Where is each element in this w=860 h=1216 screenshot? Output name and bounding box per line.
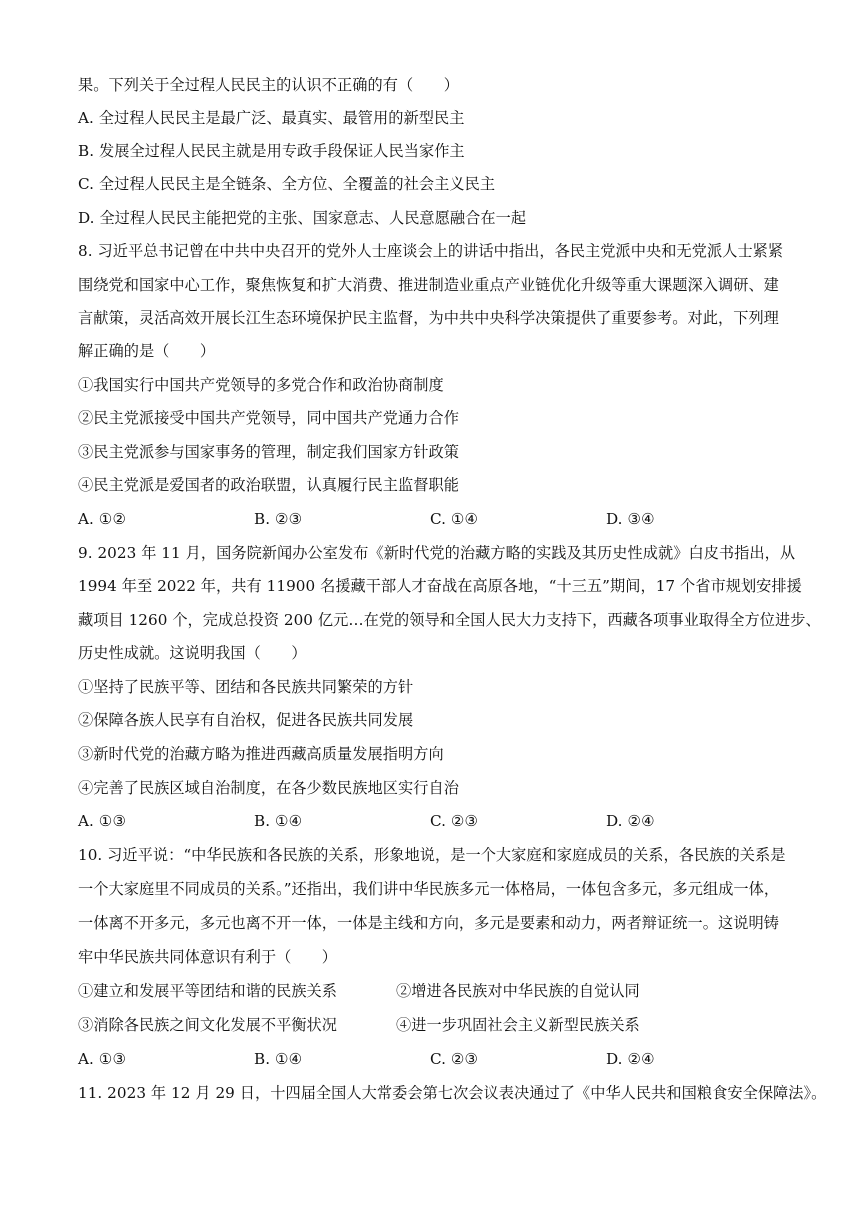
q9-choice-c: C. ②③ (430, 812, 479, 830)
q10-choice-a: A. ①③ (78, 1050, 127, 1068)
q7-option-a: A. 全过程人民民主是最广泛、最真实、最管用的新型民主 (78, 109, 465, 127)
q10-statement-4: ④进一步巩固社会主义新型民族关系 (396, 1016, 640, 1034)
q7-option-d: D. 全过程人民民主能把党的主张、国家意志、人民意愿融合在一起 (78, 209, 527, 227)
q10-stem-line-3: 一体离不开多元，多元也离不开一体，一体是主线和方向，多元是要素和动力，两者辩证统一。这说明铸 (78, 914, 779, 932)
q10-stem-line-2: 一个大家庭里不同成员的关系。”还指出，我们讲中华民族多元一体格局，一体包含多元，多元组成一体， (78, 880, 780, 898)
q10-choice-c: C. ②③ (430, 1050, 479, 1068)
q8-stem-line-3: 言献策，灵活高效开展长江生态环境保护民主监督，为中共中央科学决策提供了重要参考。对此，下列理 (78, 309, 779, 327)
q9-statement-2: ②保障各族人民享有自治权，促进各民族共同发展 (78, 711, 414, 729)
q9-stem-line-2: 1994 年至 2022 年，共有 11900 名援藏干部人才奋战在高原各地，“十三五”期间，17 个省市规划安排援 (78, 577, 802, 595)
q9-choice-b: B. ①④ (254, 812, 303, 830)
q8-choice-b: B. ②③ (254, 510, 303, 528)
q8-statement-2: ②民主党派接受中国共产党领导，同中国共产党通力合作 (78, 409, 459, 427)
q7-option-b: B. 发展全过程人民民主就是用专政手段保证人民当家作主 (78, 142, 465, 160)
q11-stem-line-1: 11. 2023 年 12 月 29 日，十四届全国人大常委会第七次会议表决通过了《中华人民共和国粮食安全保障法》。 (78, 1084, 827, 1102)
q8-statement-3: ③民主党派参与国家事务的管理，制定我们国家方针政策 (78, 443, 459, 461)
q7-option-c: C. 全过程人民民主是全链条、全方位、全覆盖的社会主义民主 (78, 175, 496, 193)
q9-statement-4: ④完善了民族区域自治制度，在各少数民族地区实行自治 (78, 779, 459, 797)
q10-statement-1: ①建立和发展平等团结和谐的民族关系 (78, 982, 338, 1000)
q9-choice-d: D. ②④ (606, 812, 655, 830)
q10-statement-3: ③消除各民族之间文化发展不平衡状况 (78, 1016, 338, 1034)
q9-statement-3: ③新时代党的治藏方略为推进西藏高质量发展指明方向 (78, 745, 444, 763)
q10-stem-line-4: 牢中华民族共同体意识有利于（ ） (78, 948, 338, 966)
q8-stem-line-4: 解正确的是（ ） (78, 342, 216, 360)
q9-statement-1: ①坚持了民族平等、团结和各民族共同繁荣的方针 (78, 678, 414, 696)
q8-statement-4: ④民主党派是爱国者的政治联盟，认真履行民主监督职能 (78, 476, 459, 494)
q8-stem-line-1: 8. 习近平总书记曾在中共中央召开的党外人士座谈会上的讲话中指出，各民主党派中央和无党派人士紧紧 (78, 242, 784, 260)
q9-stem-line-4: 历史性成就。这说明我国（ ） (78, 644, 307, 662)
q8-choice-d: D. ③④ (606, 510, 655, 528)
q8-statement-1: ①我国实行中国共产党领导的多党合作和政治协商制度 (78, 376, 444, 394)
q10-statement-2: ②增进各民族对中华民族的自觉认同 (396, 982, 640, 1000)
q8-choice-c: C. ①④ (430, 510, 479, 528)
q10-stem-line-1: 10. 习近平说：“中华民族和各民族的关系，形象地说，是一个大家庭和家庭成员的关系，各民族的关系是 (78, 846, 786, 864)
q8-stem-line-2: 围绕党和国家中心工作，聚焦恢复和扩大消费、推进制造业重点产业链优化升级等重大课题深入调研、建 (78, 276, 779, 294)
q7-stem-tail: 果。下列关于全过程人民民主的认识不正确的有（ ） (78, 76, 459, 94)
q9-stem-line-1: 9. 2023 年 11 月，国务院新闻办公室发布《新时代党的治藏方略的实践及其历史性成就》白皮书指出，从 (78, 544, 796, 562)
q9-stem-line-3: 藏项目 1260 个，完成总投资 200 亿元…在党的领导和全国人民大力支持下，西藏各项事业取得全方位进步、 (78, 611, 821, 629)
q8-choice-a: A. ①② (78, 510, 127, 528)
q10-choice-b: B. ①④ (254, 1050, 303, 1068)
q10-choice-d: D. ②④ (606, 1050, 655, 1068)
q9-choice-a: A. ①③ (78, 812, 127, 830)
